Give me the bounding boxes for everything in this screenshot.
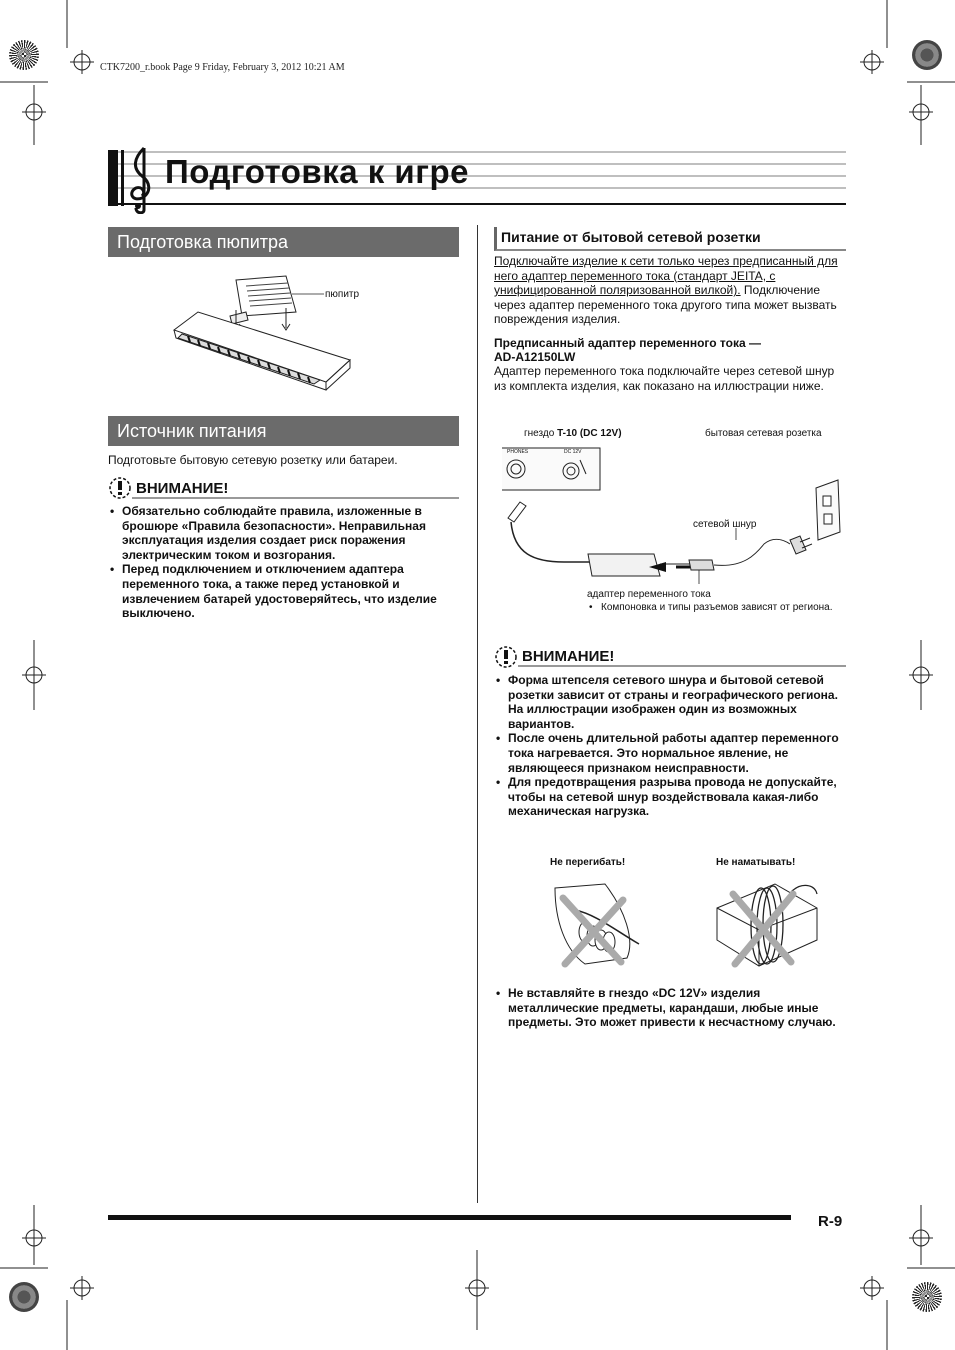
- column-divider: [477, 225, 478, 1203]
- panel-phones-text: PHONES: [507, 449, 529, 455]
- adapter-label: адаптер переменного тока: [587, 589, 711, 600]
- outlet-paragraph: [494, 254, 846, 327]
- caution-icon: [494, 645, 518, 669]
- outlet-warning-underlined: Подключайте изделие к сети только через предписанный для него адаптер переменного тока (стандарт JEITA, с унифицированной поляризованной вилкой).: [494, 254, 838, 298]
- outlet-label: бытовая сетевая розетка: [705, 428, 822, 439]
- adapter-paragraph: Адаптер переменного тока подключайте через сетевой шнур из комплекта изделия, как показано на иллюстрации ниже.: [494, 364, 835, 393]
- adapter-spec-line1: Предписанный адаптер переменного тока —: [494, 336, 761, 350]
- no-wrap-label: Не наматывать!: [716, 857, 796, 868]
- outlet-heading: Питание от бытовой сетевой розетки: [494, 227, 846, 251]
- cord-label: сетевой шнур: [693, 519, 757, 530]
- outlet-warning-rest: Подключение через адаптер переменного тока другого типа может вызвать повреждения изделия.: [494, 283, 837, 327]
- caution-list-left: [108, 504, 453, 621]
- connection-diagram: [494, 444, 846, 584]
- caution-label-left: ВНИМАНИЕ!: [136, 480, 229, 497]
- list-item: • Обязательно соблюдайте правила, изложенные в брошюре «Правила безопасности». Неправильная эксплуатация изделия создает риск поражения электрическим током и возгорания.: [108, 504, 453, 562]
- list-item: • Для предотвращения разрыва провода не допускайте, чтобы на сетевой шнур воздействовала какая-либо механическая нагрузка.: [494, 775, 846, 819]
- page-title: Подготовка к игре: [165, 153, 469, 190]
- stand-label: пюпитр: [325, 289, 360, 300]
- footer-rule: [108, 1215, 791, 1220]
- file-header: CTK7200_r.book Page 9 Friday, February 3, 2012 10:21 AM: [100, 62, 345, 73]
- no-bend-label: Не перегибать!: [550, 857, 626, 868]
- caution-rule-right: [518, 665, 846, 667]
- no-bend-illustration: [545, 880, 645, 970]
- list-item: • Компоновка и типы разъемов зависят от региона.: [587, 601, 837, 614]
- caution-icon: [108, 476, 132, 500]
- power-heading: Источник питания: [108, 416, 459, 446]
- no-wrap-illustration: [705, 878, 825, 970]
- caution-label-right: ВНИМАНИЕ!: [522, 648, 615, 665]
- page-number: R-9: [818, 1213, 843, 1230]
- list-item: • Перед подключением и отключением адаптера переменного тока, а также перед установкой и извлечением батарей удостоверяйтесь, что изделие выключено.: [108, 562, 453, 620]
- list-item: • Форма штепселя сетевого шнура и бытовой сетевой розетки зависит от страны и географического региона. На иллюстрации изображен один из возможных вариантов.: [494, 673, 846, 731]
- list-item: • Не вставляйте в гнездо «DC 12V» изделия металлические предметы, карандаши, любые иные предметы. Это может привести к несчастному случаю.: [494, 986, 846, 1030]
- stand-heading: Подготовка пюпитра: [108, 227, 459, 257]
- jack-label-prefix: гнездо: [524, 428, 558, 439]
- treble-clef-icon: [124, 144, 160, 214]
- caution-rule-left: [132, 497, 459, 499]
- caution-list-last: [494, 986, 846, 1030]
- panel-dc-text: DC 12V: [564, 449, 582, 455]
- jack-label: [524, 427, 622, 440]
- adapter-model: AD-A12150LW: [494, 350, 576, 364]
- diagram-note: [587, 601, 837, 614]
- jack-label-bold: T-10 (DC 12V): [557, 428, 622, 439]
- power-intro: Подготовьте бытовую сетевую розетку или батареи.: [108, 453, 398, 467]
- caution-list-right: [494, 673, 846, 819]
- list-item: • После очень длительной работы адаптер переменного тока нагревается. Это нормальное явление, не являющееся признаком неисправности.: [494, 731, 846, 775]
